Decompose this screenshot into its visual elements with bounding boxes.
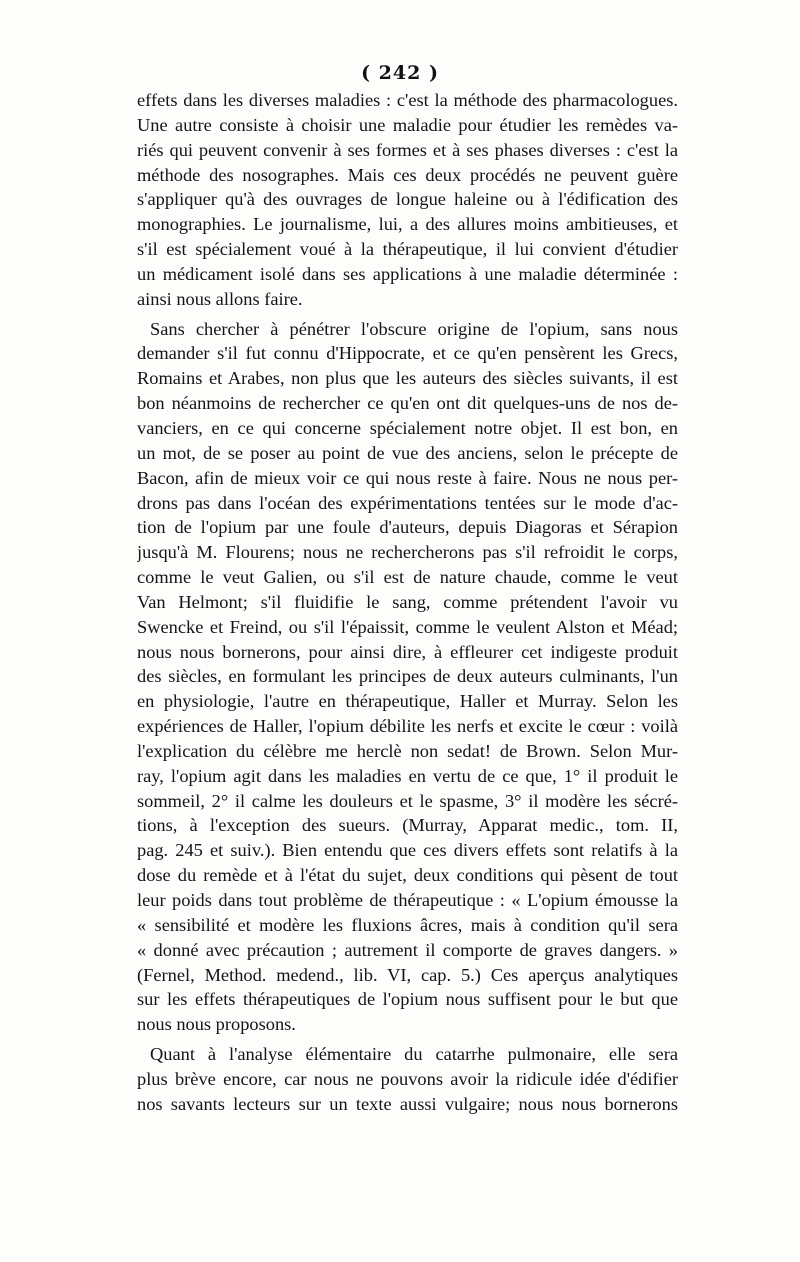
paragraph	[137, 88, 678, 312]
text-line: s'il est spécialement voué à la thérapeutique, il lui convient d'étudier	[137, 239, 678, 260]
text-line: drons pas dans l'océan des expérimentations tentées sur le mode d'ac-	[137, 492, 678, 513]
body-text	[137, 88, 678, 1117]
text-line: riés qui peuvent convenir à ses formes et à ses phases diverses : c'est la	[137, 139, 678, 160]
text-line: un mot, de se poser au point de vue des anciens, selon le précepte de	[137, 442, 678, 463]
text-line: dose du remède et à l'état du sujet, deux conditions qui pèsent de tout	[137, 865, 678, 886]
text-line: expériences de Haller, l'opium débilite les nerfs et excite le cœur : voilà	[137, 716, 678, 737]
text-line: Sans chercher à pénétrer l'obscure origine de l'opium, sans nous	[150, 318, 678, 339]
text-line: Une autre consiste à choisir une maladie pour étudier les remèdes va-	[137, 114, 678, 135]
text-line: Van Helmont; s'il fluidifie le sang, comme prétendent l'avoir vu	[137, 591, 678, 612]
text-line: des siècles, en formulant les principes de deux auteurs culminants, l'un	[137, 666, 678, 687]
text-line: un médicament isolé dans ses applications à une maladie déterminée :	[137, 263, 678, 284]
text-line: nous nous proposons.	[137, 1014, 296, 1035]
text-line: Swencke et Freind, ou s'il l'épaissit, comme le veulent Alston et Méad;	[137, 616, 678, 637]
text-line: Romains et Arabes, non plus que les auteurs des siècles suivants, il est	[137, 368, 678, 389]
text-line: effets dans les diverses maladies : c'est la méthode des pharmacologues.	[137, 90, 678, 110]
text-line: ainsi nous allons faire.	[137, 288, 303, 309]
text-line: ray, l'opium agit dans les maladies en vertu de ce que, 1° il produit le	[137, 765, 678, 786]
text-line: en physiologie, l'autre en thérapeutique, Haller et Murray. Selon les	[137, 691, 678, 712]
text-line: « donné avec précaution ; autrement il comporte de graves dangers. »	[137, 939, 678, 960]
text-line: plus brève encore, car nous ne pouvons avoir la ridicule idée d'édifier	[137, 1068, 678, 1089]
text-line: Bacon, afin de mieux voir ce qui nous reste à faire. Nous ne nous per-	[137, 467, 678, 488]
text-line: tion de l'opium par une foule d'auteurs, depuis Diagoras et Sérapion	[137, 517, 678, 538]
text-line: s'appliquer qu'à des ouvrages de longue haleine ou à l'édification des	[137, 189, 678, 210]
text-line: Quant à l'analyse élémentaire du catarrhe pulmonaire, elle sera	[150, 1044, 678, 1065]
text-line: leur poids dans tout problème de thérapeutique : « L'opium émousse la	[137, 890, 678, 910]
text-line: vanciers, en ce qui concerne spécialement notre objet. Il est bon, en	[137, 417, 678, 438]
text-line: nos savants lecteurs sur un texte aussi vulgaire; nous nous bornerons	[137, 1093, 678, 1114]
page-number: ( 242 )	[361, 62, 439, 84]
paragraph	[137, 1042, 678, 1117]
text-line: demander s'il fut connu d'Hippocrate, et ce qu'en pensèrent les Grecs,	[137, 343, 678, 364]
text-line: l'explication du célèbre me herclè non sedat! de Brown. Selon Mur-	[137, 740, 678, 761]
text-line: nous nous bornerons, pour ainsi dire, à effleurer cet indigeste produit	[137, 641, 678, 662]
paragraph	[137, 317, 678, 1037]
text-line: jusqu'à M. Flourens; nous ne rechercherons pas s'il refroidit le corps,	[137, 542, 678, 563]
text-line: « sensibilité et modère les fluxions âcres, mais à condition qu'il sera	[137, 914, 678, 935]
text-line: bon néanmoins de rechercher ce qu'en ont dit quelques-uns de nos de-	[137, 393, 678, 414]
text-line: monographies. Le journalisme, lui, a des allures moins ambitieuses, et	[137, 214, 678, 235]
text-line: pag. 245 et suiv.). Bien entendu que ces divers effets sont relatifs à la	[137, 840, 678, 861]
text-line: sur les effets thérapeutiques de l'opium nous suffisent pour le but que	[137, 989, 678, 1010]
text-line: (Fernel, Method. medend., lib. VI, cap. 5.) Ces aperçus analytiques	[137, 964, 678, 985]
text-line: comme le veut Galien, ou s'il est de nature chaude, comme le veut	[137, 567, 678, 588]
text-line: tions, à l'exception des sueurs. (Murray, Apparat medic., tom. II,	[137, 815, 678, 836]
text-line: sommeil, 2° il calme les douleurs et le spasme, 3° il modère les sécré-	[137, 790, 678, 811]
text-line: méthode des nosographes. Mais ces deux procédés ne peuvent guère	[137, 164, 678, 185]
